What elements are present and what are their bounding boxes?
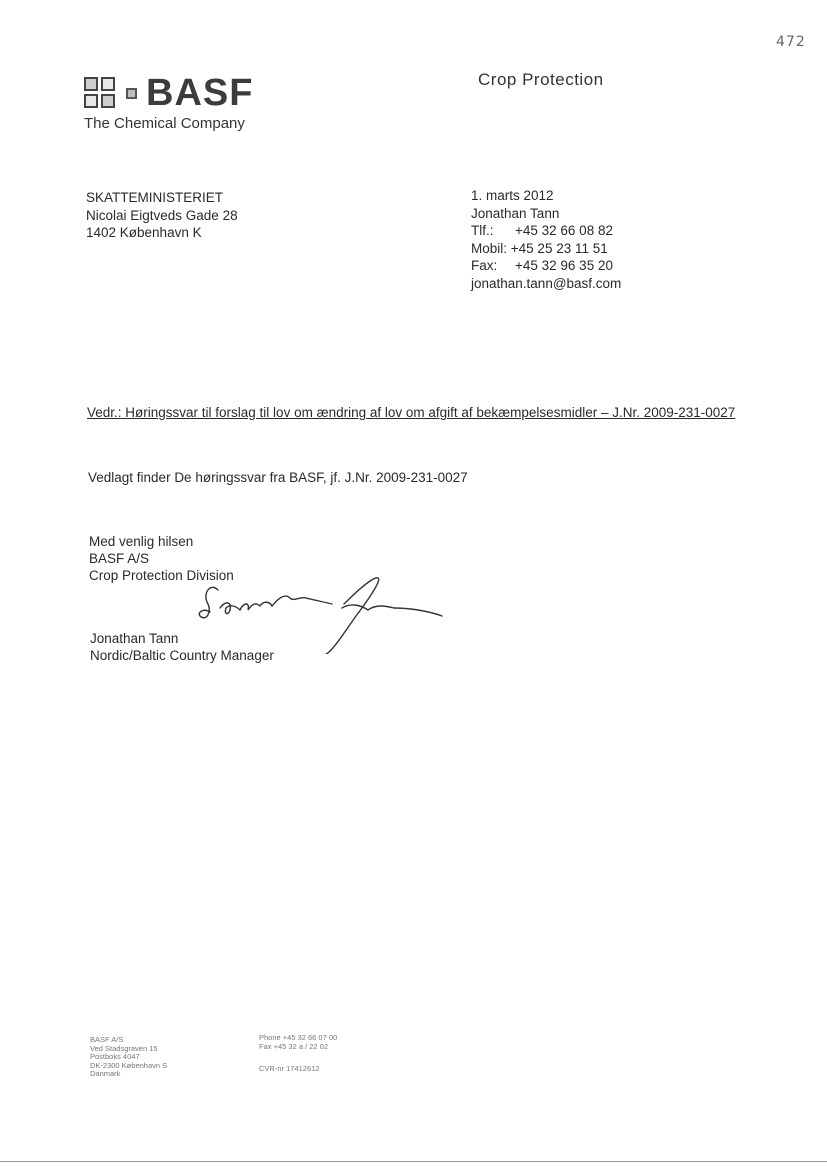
signer-title: Nordic/Baltic Country Manager <box>90 648 274 663</box>
footer-address-line: Postboks 4047 <box>90 1052 140 1062</box>
division-header: Crop Protection <box>478 70 604 89</box>
subject-line: Vedr.: Høringssvar til forslag til lov om ændring af lov om afgift af bekæmpelsesmidler – J.Nr. 2009-231-0027 <box>87 405 736 420</box>
recipient-address <box>86 189 238 242</box>
footer-phone: Phone +45 32 66 07 00 <box>259 1033 338 1042</box>
bottom-rule <box>0 1161 827 1162</box>
recipient-line: Nicolai Eigtveds Gade 28 <box>86 207 238 223</box>
fax-label: Fax: <box>471 258 498 273</box>
phone-value: +45 32 66 08 82 <box>515 223 613 238</box>
recipient-line: SKATTEMINISTERIET <box>86 190 224 205</box>
signer-name: Jonathan Tann <box>90 631 179 646</box>
closing-line: BASF A/S <box>89 551 150 566</box>
phone-label: Tlf.: <box>471 223 494 238</box>
footer-address-line: Danmark <box>90 1069 121 1079</box>
footer-address <box>90 1036 167 1079</box>
sender-name: Jonathan Tann <box>471 205 560 221</box>
mobile-value: +45 25 23 11 51 <box>510 240 608 256</box>
footer-address-line: BASF A/S <box>90 1035 124 1044</box>
footer-cvr: CVR-nr 17412612 <box>259 1064 320 1074</box>
page-number: 472 <box>776 34 806 50</box>
closing-line: Med venlig hilsen <box>89 534 194 549</box>
basf-logo <box>84 72 253 115</box>
sender-fax-row <box>471 257 621 275</box>
sender-email: jonathan.tann@basf.com <box>471 275 622 291</box>
basf-dot-icon <box>126 88 137 99</box>
body-text: Vedlagt finder De høringssvar fra BASF, jf. J.Nr. 2009-231-0027 <box>88 470 468 485</box>
footer-contact <box>259 1034 337 1074</box>
footer-fax: Fax +45 32 a / 22 02 <box>259 1041 329 1051</box>
sender-mobile-row <box>471 240 621 258</box>
company-tagline: The Chemical Company <box>84 115 245 132</box>
footer-address-line: DK-2300 København S <box>90 1060 168 1070</box>
basf-cube-icon <box>84 77 118 111</box>
mobile-label: Mobil: <box>471 240 508 256</box>
closing-line: Crop Protection Division <box>89 568 234 583</box>
letter-date: 1. marts 2012 <box>471 188 554 203</box>
fax-value: +45 32 96 35 20 <box>515 258 613 273</box>
sender-info <box>471 187 621 292</box>
signer-block <box>90 630 274 664</box>
logo-text: BASF <box>146 72 254 114</box>
sender-phone-row <box>471 222 621 240</box>
recipient-line: 1402 København K <box>86 225 202 240</box>
footer-address-line: Ved Stadsgraven 15 <box>90 1043 158 1053</box>
